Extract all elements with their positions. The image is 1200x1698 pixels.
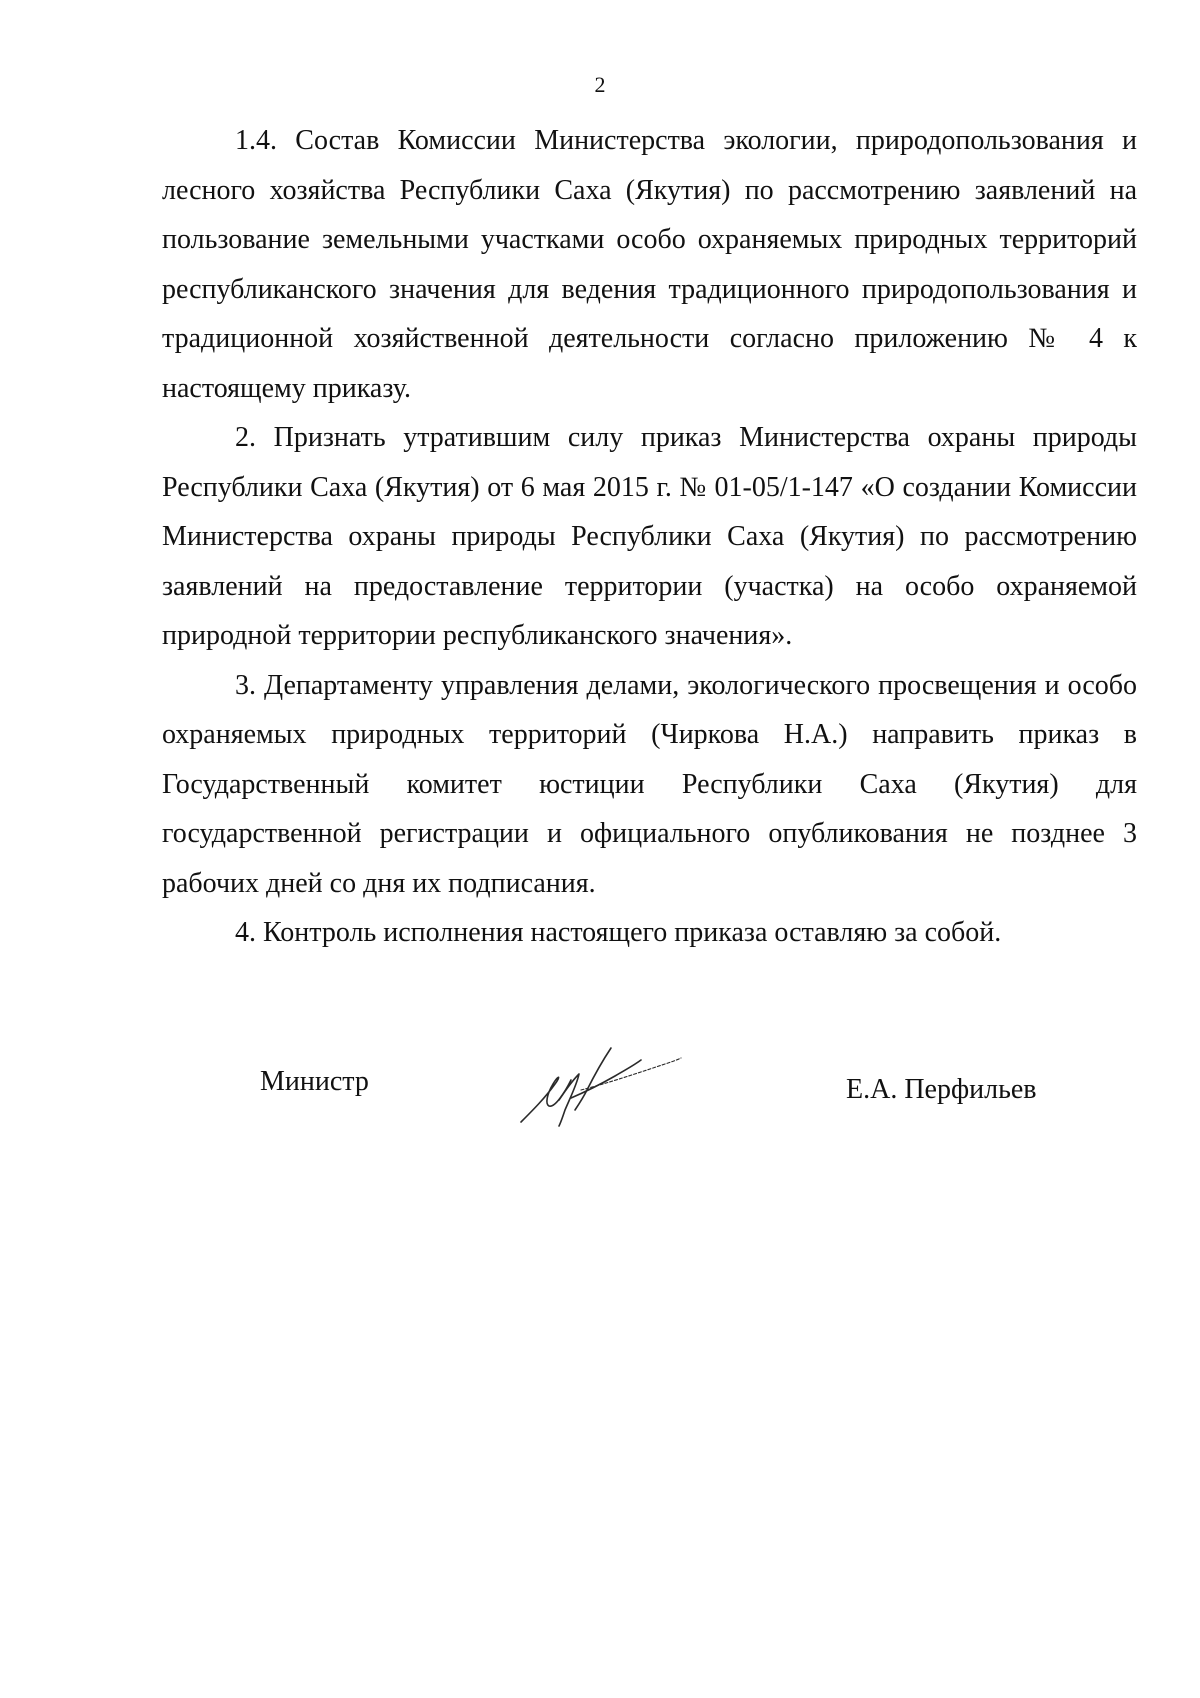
page-number: 2: [594, 72, 606, 97]
paragraph-3: 3. Департаменту управления делами, экологического просвещения и особо охраняемых природных территорий (Чиркова Н.А.) направить приказ в Государственный комитет юстиции Республики Саха (Якутия) для государственной регистрации и официального опубликования не позднее 3 рабочих дней со дня их подписания.: [162, 669, 1137, 899]
document-body: [162, 116, 1137, 958]
signatory-title: Министр: [260, 1066, 369, 1097]
paragraph-2: 2. Признать утратившим силу приказ Министерства охраны природы Республики Саха (Якутия) от 6 мая 2015 г. № 01-05/1-147 «О создании Комиссии Министерства охраны природы Республики Саха (Якутия) по рассмотрению заявлений на предоставление территории (участка) на особо охраняемой природной территории республиканского значения».: [162, 422, 1137, 651]
handwritten-signature-icon: [515, 1040, 685, 1130]
paragraph-1-4: 1.4. Состав Комиссии Министерства экологии, природопользования и лесного хозяйства Республики Саха (Якутия) по рассмотрению заявлений на пользование земельными участками особо охраняемых природных территорий республиканского значения для ведения традиционного природопользования и традиционной хозяйственной деятельности согласно приложению № 4 к настоящему приказу.: [162, 125, 1137, 404]
signatory-name: Е.А. Перфильев: [846, 1074, 1037, 1105]
paragraph-4: 4. Контроль исполнения настоящего приказа оставляю за собой.: [235, 917, 1002, 948]
signature-block: [0, 1040, 1200, 1160]
